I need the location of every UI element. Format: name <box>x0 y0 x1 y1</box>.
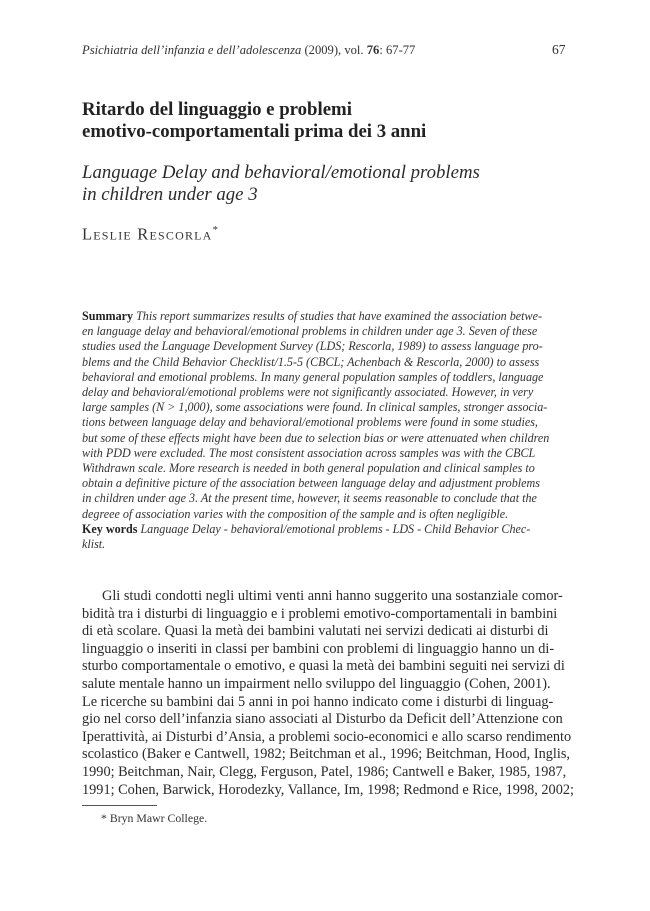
journal-name: Psichiatria dell’infanzia e dell’adolescenza <box>82 43 302 57</box>
body-line: scolastico (Baker e Cantwell, 1982; Beitchman et al., 1996; Beitchman, Hood, Inglis, <box>82 746 570 763</box>
title-english <box>82 162 582 206</box>
body-line: gio nel corso dell’infanzia siano associati al Disturbo da Deficit dell’Attenzione con <box>82 711 563 728</box>
abstract-line: studies used the Language Development Survey (LDS; Rescorla, 1989) to assess language pro- <box>82 339 543 354</box>
journal-pages: : 67-77 <box>379 43 416 57</box>
body-line: bidità tra i disturbi di linguaggio e i problemi emotivo-comportamentali in bambini <box>82 605 558 622</box>
abstract-line: in children under age 3. At the present time, however, it seems reasonable to conclude that the <box>82 491 537 506</box>
body-line: linguaggio o inseriti in classi per bambini con problemi di linguaggio hanno un di- <box>82 640 555 657</box>
footnote-rule <box>82 805 157 806</box>
summary-label: Summary <box>82 309 134 323</box>
abstract-line: Withdrawn scale. More research is needed in both general population and clinical samples to <box>82 461 535 476</box>
keywords-label: Key words <box>82 521 138 536</box>
abstract-line: degreee of association varies with the composition of the sample and is often negligible. <box>82 506 509 521</box>
abstract-line: tions between language delay and behavioral/emotional problems were found in some studies, <box>82 415 538 430</box>
title-italian-line: Ritardo del linguaggio e problemi <box>82 99 352 120</box>
running-head <box>82 42 570 58</box>
body-line: di età scolare. Quasi la metà dei bambini valutati nei servizi dedicati ai disturbi di <box>82 623 549 640</box>
keywords-line: klist. <box>82 537 106 552</box>
page-number: 67 <box>552 42 566 57</box>
author-footnote-marker: * <box>212 224 219 236</box>
author-name: Leslie Rescorla <box>82 224 213 244</box>
abstract-line: delay and behavioral/emotional problems were not significantly associated. However, in very <box>82 385 534 400</box>
body-text <box>82 588 574 799</box>
keywords-line: Key words Language Delay - behavioral/emotional problems - LDS - Child Behavior Chec- <box>82 521 531 536</box>
journal-volume: 76 <box>366 43 380 57</box>
body-line: 1990; Beitchman, Nair, Clegg, Ferguson, Patel, 1986; Cantwell e Baker, 1985, 1987, <box>82 763 567 780</box>
body-line: sturbo comportamentale o emotivo, e quasi la metà dei bambini seguiti nei servizi di <box>82 658 565 675</box>
abstract <box>82 309 570 552</box>
abstract-line: with PDD were excluded. The most consistent association across samples was with the CBCL <box>82 445 536 460</box>
title-italian-line: emotivo-comportamentali prima dei 3 anni <box>82 121 427 142</box>
title-italian <box>82 99 582 143</box>
abstract-line: obtain a definitive picture of the association between language delay and adjustment problems <box>82 476 540 491</box>
title-english-line: in children under age 3 <box>82 184 258 205</box>
footnote: * Bryn Mawr College. <box>101 811 208 825</box>
abstract-line: Summary This report summarizes results of studies that have examined the association betwe- <box>82 309 542 323</box>
body-line: 1991; Cohen, Barwick, Horodezky, Vallance, Im, 1998; Redmond e Rice, 1998, 2002; <box>82 781 574 798</box>
abstract-line: but some of these effects might have been due to selection bias or were attenuated when children <box>82 430 550 445</box>
abstract-line: en language delay and behavioral/emotional problems in children under age 3. Seven of these <box>82 324 538 339</box>
abstract-line: behavioral and emotional problems. In many general population samples of toddlers, language <box>82 369 544 384</box>
abstract-line: large samples (N > 1,000), some associations were found. In clinical samples, stronger associa- <box>82 400 548 415</box>
author <box>82 220 218 245</box>
title-english-line: Language Delay and behavioral/emotional problems <box>82 162 480 183</box>
body-line: salute mentale hanno un impairment nello sviluppo del linguaggio (Cohen, 2001). <box>82 675 551 692</box>
body-line: Iperattività, ai Disturbi d’Ansia, a problemi socio-economici e allo scarso rendimento <box>82 728 572 745</box>
journal-year: (2009), vol. <box>301 43 367 57</box>
body-line: Gli studi condotti negli ultimi venti anni hanno suggerito una sostanziale comor- <box>102 588 563 604</box>
body-line: Le ricerche su bambini dai 5 anni in poi hanno indicato come i disturbi di linguag- <box>82 693 554 710</box>
abstract-line: blems and the Child Behavior Checklist/1.5-5 (CBCL; Achenbach & Rescorla, 2000) to assess <box>82 354 540 369</box>
